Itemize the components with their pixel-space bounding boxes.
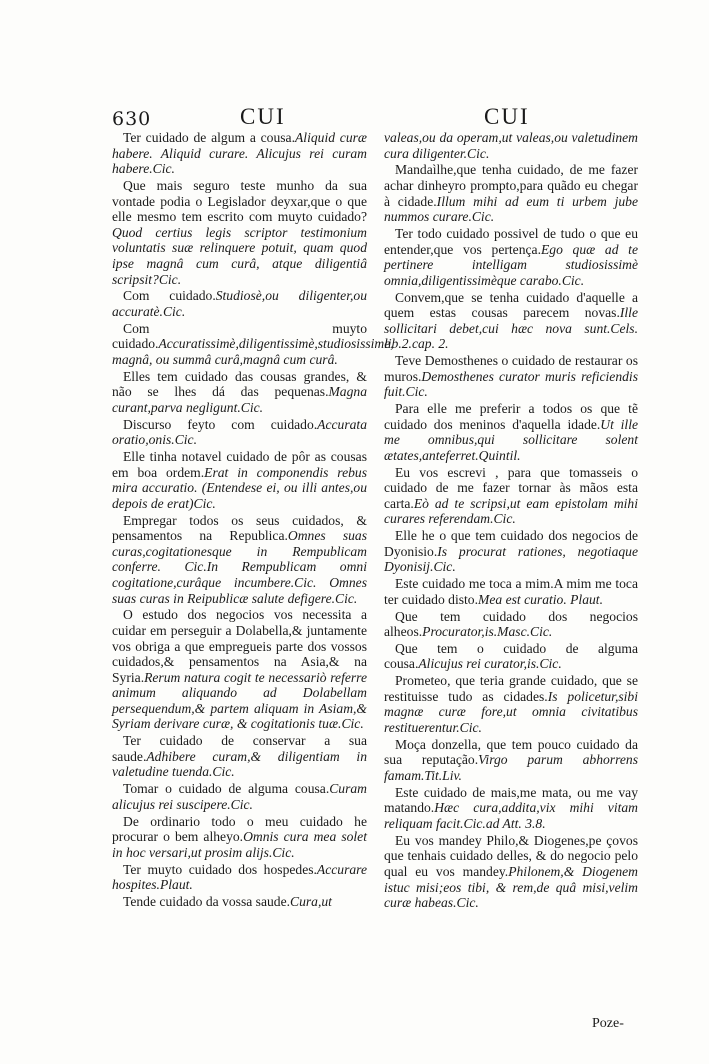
latin-text: Curam alicujus rei suscipere.Cic. [112, 781, 367, 812]
portuguese-text: Empregar todos os seus cuidados, & pensamentos na Republica. [112, 512, 367, 544]
portuguese-text: Discurso feyto com cuidado. [123, 416, 318, 432]
latin-text: Is policetur,sibi magnæ curæ fore,ut omnia civitatibus restituerentur.Cic. [384, 688, 639, 736]
latin-text: Ut ille me omnibus,qui sollicitare solent ætates,anteferret.Quintil. [384, 416, 638, 463]
left-column [112, 130, 394, 911]
latin-text: Virgo parum abhorrens famam.Tit.Liv. [384, 752, 638, 783]
dictionary-entry [384, 130, 638, 161]
latin-text: Cura,ut [290, 893, 332, 909]
running-head-right: CUI [484, 104, 530, 129]
latin-text: Accuratissimè,diligentissimè,studiosissime, magnâ, ou summâ curâ,magnâ cum curâ. [112, 336, 394, 367]
dictionary-entry [112, 288, 367, 319]
portuguese-text: Que tem cuidado dos negocios alheos. [384, 608, 638, 640]
portuguese-text: O estudo dos negocios vos necessita a cuidar em perseguir a Dolabella,& juntamente vos obriga a que empregueis parte dos vossos cuidados,& pensamentos na Asia,& na Syria. [112, 607, 367, 685]
latin-text: Mea est curatio. Plaut. [478, 591, 603, 607]
dictionary-entry [112, 607, 367, 732]
portuguese-text: Que mais seguro teste munho da sua vontade podia o Legislador deyxar,que o que elle mesmo tem escrito com muyto cuidado? [112, 177, 367, 225]
latin-text: Illum mihi ad eum ti urbem jube nummos curare.Cic. [384, 193, 639, 225]
dictionary-entry [112, 449, 367, 511]
latin-text: Studiosè,ou diligenter,ou accuratè.Cic. [112, 288, 367, 319]
dictionary-entry [112, 733, 367, 780]
portuguese-text: De ordinario todo o meu cuidado he procurar o bem alheyo. [112, 813, 367, 845]
latin-text: Accurare hospites.Plaut. [112, 861, 367, 893]
dictionary-entry [384, 401, 638, 463]
page-header [112, 104, 632, 132]
latin-text: Omnis cura mea solet in hoc versari,ut prosim alijs.Cic. [112, 829, 367, 860]
latin-text: Hæc cura,addita,vix mihi vitam reliquam facit.Cic.ad Att. 3.8. [384, 800, 638, 831]
latin-text: Ille sollicitari debet,cui hæc nova sunt.Cels. lib.2.cap. 2. [384, 305, 638, 352]
dictionary-entry [384, 737, 638, 784]
portuguese-text: Ter cuidado de conservar a sua saude. [112, 733, 367, 764]
dictionary-entry [112, 513, 367, 607]
latin-text: Adhibere curam,& diligentiam in valetudine tuenda.Cic. [112, 748, 367, 780]
dictionary-entry [112, 369, 367, 416]
latin-text: Demosthenes curator muris reficiendis fuit.Cic. [384, 368, 638, 400]
portuguese-text: Tomar o cuidado de alguma cousa. [123, 781, 330, 797]
latin-text: Alicujus rei curator,is.Cic. [418, 656, 562, 672]
latin-text: valeas,ou da operam,ut valeas,ou valetudinem cura diligenter.Cic. [384, 130, 638, 161]
dictionary-entry [112, 417, 367, 448]
dictionary-entry [112, 130, 367, 177]
latin-text: Philonem,& Diogenem istuc misi;eos tibi, & rem,de quâ misi,velim curæ habeas.Cic. [384, 863, 638, 911]
portuguese-text: Convem,que se tenha cuidado d'aquelle a quem estas cousas parecem novas. [384, 289, 638, 321]
latin-text: Erat in componendis rebus mira accuratio. (Entendese ei, ou illi antes,ou depois de erat)Cic. [112, 464, 367, 511]
dictionary-entry [384, 785, 638, 832]
portuguese-text: Com muyto cuidado. [112, 320, 367, 352]
portuguese-text: Este cuidado de mais,me mata, ou me vay matando. [384, 784, 638, 816]
dictionary-entry [384, 609, 638, 640]
latin-text: Is procurat rationes, negotiaque Dyonisij.Cic. [384, 543, 638, 575]
latin-text: Magna curant,parva negligunt.Cic. [112, 384, 367, 415]
right-column [384, 130, 638, 912]
page-number: 630 [112, 108, 152, 130]
portuguese-text: Eu vos mandey Philo,& Diogenes,pe çovos que tenhais cuidado delles, & do negocio pelo qual eu vos mandey. [384, 832, 638, 879]
dictionary-entry [384, 290, 638, 352]
latin-text: Omnes suas curas,cogitationesque in Rempublicam conferre. Cic.In Rempublicam omni cogitatione,curâque incumbere.Cic. Omnes suas curas in Reipublicæ salute defigere.Cic. [112, 528, 368, 606]
portuguese-text: Para elle me preferir a todos os que tẽ cuidado dos meninos d'aquella idade. [384, 401, 638, 432]
latin-text: Aliquid curæ habere. Aliquid curare. Alicujus rei curam habere.Cic. [112, 130, 367, 177]
dictionary-entry [384, 576, 638, 607]
portuguese-text: Que tem o cuidado de alguma cousa. [384, 640, 638, 672]
portuguese-text: Elle tinha notavel cuidado de pôr as cousas em boa ordem. [112, 449, 367, 480]
portuguese-text: Tende cuidado da vossa saude. [123, 893, 291, 909]
latin-text: Procurator,is.Masc.Cic. [422, 624, 553, 640]
portuguese-text: Mandaìlhe,que tenha cuidado, de me fazer achar dinheyro prompto,para quãdo eu chegar à cidade. [384, 162, 638, 209]
portuguese-text: Elle he o que tem cuidado dos negocios de Dyonisio. [384, 528, 638, 559]
portuguese-text: Ter muyto cuidado dos hospedes. [123, 861, 317, 877]
portuguese-text: Ter todo cuidado possivel de tudo o que eu entender,que vos pertença. [384, 225, 638, 257]
dictionary-entry [384, 673, 638, 735]
dictionary-entry [112, 178, 367, 287]
latin-text: Accurata oratio,onis.Cic. [112, 416, 367, 448]
dictionary-entry [384, 465, 638, 527]
dictionary-entry [384, 226, 638, 288]
dictionary-entry [384, 641, 638, 672]
dictionary-entry [384, 528, 638, 575]
portuguese-text: Este cuidado me toca a mim.A mim me toca ter cuidado disto. [384, 576, 638, 607]
dictionary-entry [112, 894, 367, 910]
latin-text: Quod certius legis scriptor testimonium voluntatis suæ relinquere potuit, quam quod ipse magnâ cum curâ, atque diligentiâ scripsit?Cic. [112, 224, 367, 287]
latin-text: Ego quæ ad te pertinere intelligam studiosissimè omnia,diligentissimèque carabo.Cic. [384, 241, 638, 288]
latin-text: Rerum natura cogit te necessariò referre animum aliquando ad Dolabellam persequendum,& partem aliquam in Asiam,& Syriam derivare curæ, & cogitationis tuæ.Cic. [112, 669, 367, 732]
portuguese-text: Elles tem cuidado das cousas grandes, & não se lhes dá das pequenas. [112, 368, 367, 400]
dictionary-entry [112, 814, 367, 861]
portuguese-text: Prometeo, que teria grande cuidado, que se restituisse tudo as cidades. [384, 673, 638, 704]
dictionary-entry [112, 862, 367, 893]
portuguese-text: Com cuidado. [123, 288, 216, 304]
dictionary-entry [112, 320, 394, 368]
latin-text: Eò ad te scripsi,ut eam epistolam mihi curares referendam.Cic. [384, 495, 638, 527]
dictionary-entry [384, 353, 638, 400]
catchword: Poze- [592, 1016, 624, 1031]
portuguese-text: Eu vos escrevi , para que tomasseis o cuidado de me fazer tornar às mãos esta carta. [384, 464, 638, 511]
portuguese-text: Ter cuidado de algum a cousa. [123, 130, 295, 145]
dictionary-entry [384, 162, 638, 224]
portuguese-text: Moça donzella, que tem pouco cuidado da sua reputação. [384, 736, 638, 768]
dictionary-entry [384, 833, 638, 911]
dictionary-entry [112, 781, 367, 812]
running-head-left: CUI [240, 104, 286, 129]
portuguese-text: Teve Demosthenes o cuidado de restaurar os muros. [384, 353, 638, 384]
